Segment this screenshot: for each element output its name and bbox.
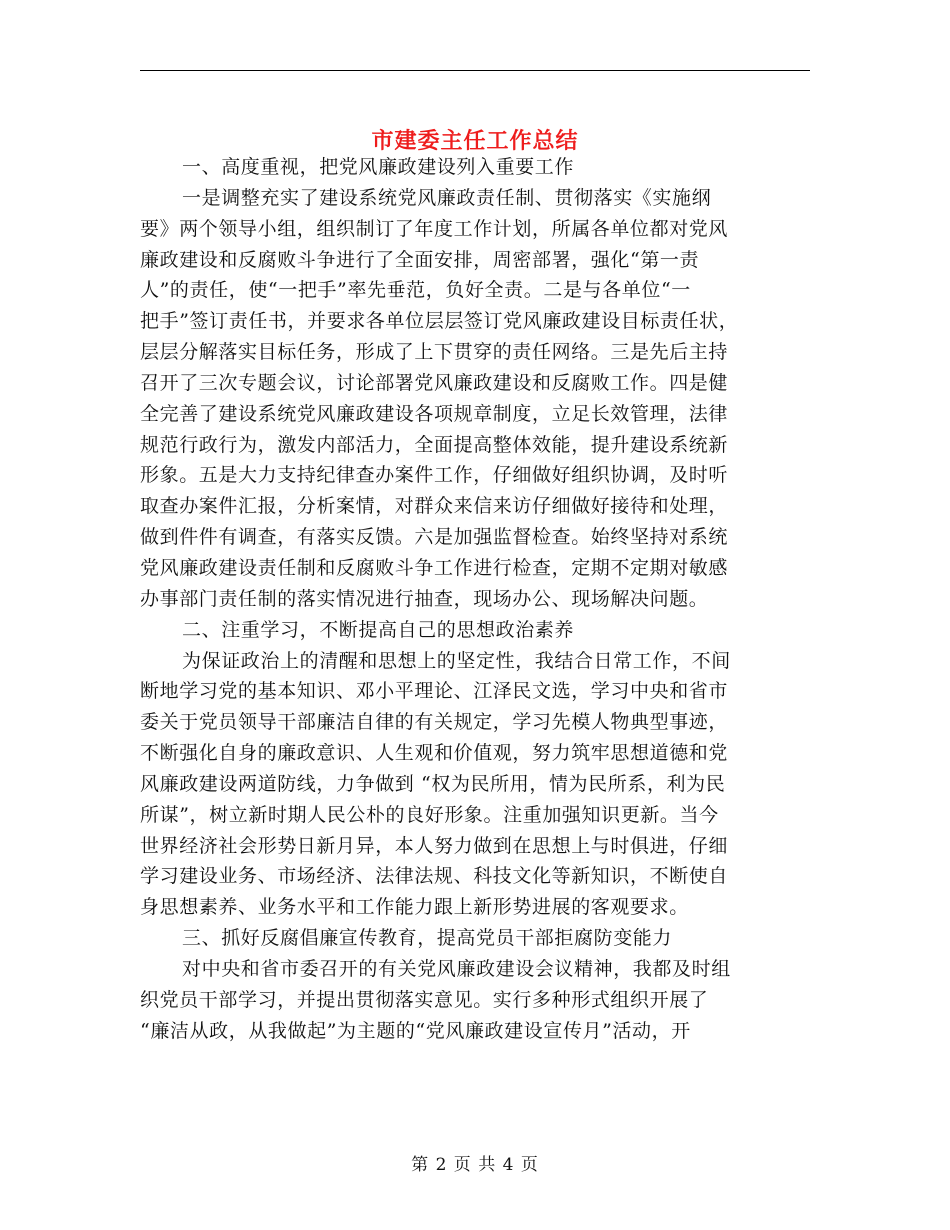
text-line: 要》两个领导小组，组织制订了年度工作计划，所属各单位都对党风: [140, 217, 729, 240]
page-number-footer: 第 2 页 共 4 页: [411, 1155, 539, 1175]
paragraph-first-line: 一是调整充实了建设系统党风廉政责任制、贯彻落实《实施纲: [182, 186, 712, 209]
text-line: 织党员干部学习，并提出贯彻落实意见。实行多种形式组织开展了: [140, 988, 709, 1011]
text-line: 人”的责任，使“一把手”率先垂范，负好全责。二是与各单位“一: [140, 279, 691, 302]
paragraph-first-line: 二、注重学习，不断提高自己的思想政治素养: [182, 618, 575, 641]
text-line: 召开了三次专题会议，讨论部署党风廉政建设和反腐败工作。四是健: [140, 371, 729, 394]
text-line: 委关于党员领导干部廉洁自律的有关规定，学习先模人物典型事迹，: [140, 711, 729, 734]
paragraph-first-line: 为保证政治上的清醒和思想上的坚定性，我结合日常工作，不间: [182, 649, 731, 672]
text-line: 学习建设业务、市场经济、法律法规、科技文化等新知识，不断使自: [140, 865, 729, 888]
text-line: 办事部门责任制的落实情况进行抽查，现场办公、现场解决问题。: [140, 587, 709, 610]
text-line: 身思想素养、业务水平和工作能力跟上新形势进展的客观要求。: [140, 896, 689, 919]
text-line: 党风廉政建设责任制和反腐败斗争工作进行检查，定期不定期对敏感: [140, 556, 729, 579]
text-line: 世界经济社会形势日新月异，本人努力做到在思想上与时俱进，仔细: [140, 834, 729, 857]
text-line: 规范行政行为，激发内部活力，全面提高整体效能，提升建设系统新: [140, 433, 729, 456]
text-line: 把手”签订责任书，并要求各单位层层签订党风廉政建设目标责任状，: [140, 310, 739, 333]
text-line: 全完善了建设系统党风廉政建设各项规章制度，立足长效管理，法律: [140, 402, 729, 425]
text-line: 做到件件有调查，有落实反馈。六是加强监督检查。始终坚持对系统: [140, 526, 729, 549]
text-line: 取查办案件汇报，分析案情，对群众来信来访仔细做好接待和处理，: [140, 495, 729, 518]
text-line: 廉政建设和反腐败斗争进行了全面安排，周密部署，强化“第一责: [140, 248, 700, 271]
text-line: 所谋”，树立新时期人民公朴的良好形象。注重加强知识更新。当今: [140, 803, 719, 826]
header-rule: [140, 70, 810, 71]
paragraph-first-line: 对中央和省市委召开的有关党风廉政建设会议精神，我都及时组: [182, 957, 731, 980]
text-line: “廉洁从政，从我做起”为主题的“党风廉政建设宣传月”活动，开: [140, 1019, 691, 1042]
text-line: 形象。五是大力支持纪律查办案件工作，仔细做好组织协调，及时听: [140, 464, 729, 487]
document-body: [140, 152, 812, 1046]
document-title: 市建委主任工作总结: [371, 127, 579, 154]
text-line: 断地学习党的基本知识、邓小平理论、江泽民文选，学习中央和省市: [140, 680, 729, 703]
text-line: 层层分解落实目标任务，形成了上下贯穿的责任网络。三是先后主持: [140, 341, 729, 364]
paragraph-first-line: 三、抓好反腐倡廉宣传教育，提高党员干部拒腐防变能力: [182, 927, 673, 950]
text-line: 不断强化自身的廉政意识、人生观和价值观，努力筑牢思想道德和党: [140, 742, 729, 765]
text-line: 风廉政建设两道防线，力争做到 “权为民所用，情为民所系，利为民: [140, 772, 726, 795]
paragraph-first-line: 一、高度重视，把党风廉政建设列入重要工作: [182, 156, 575, 178]
